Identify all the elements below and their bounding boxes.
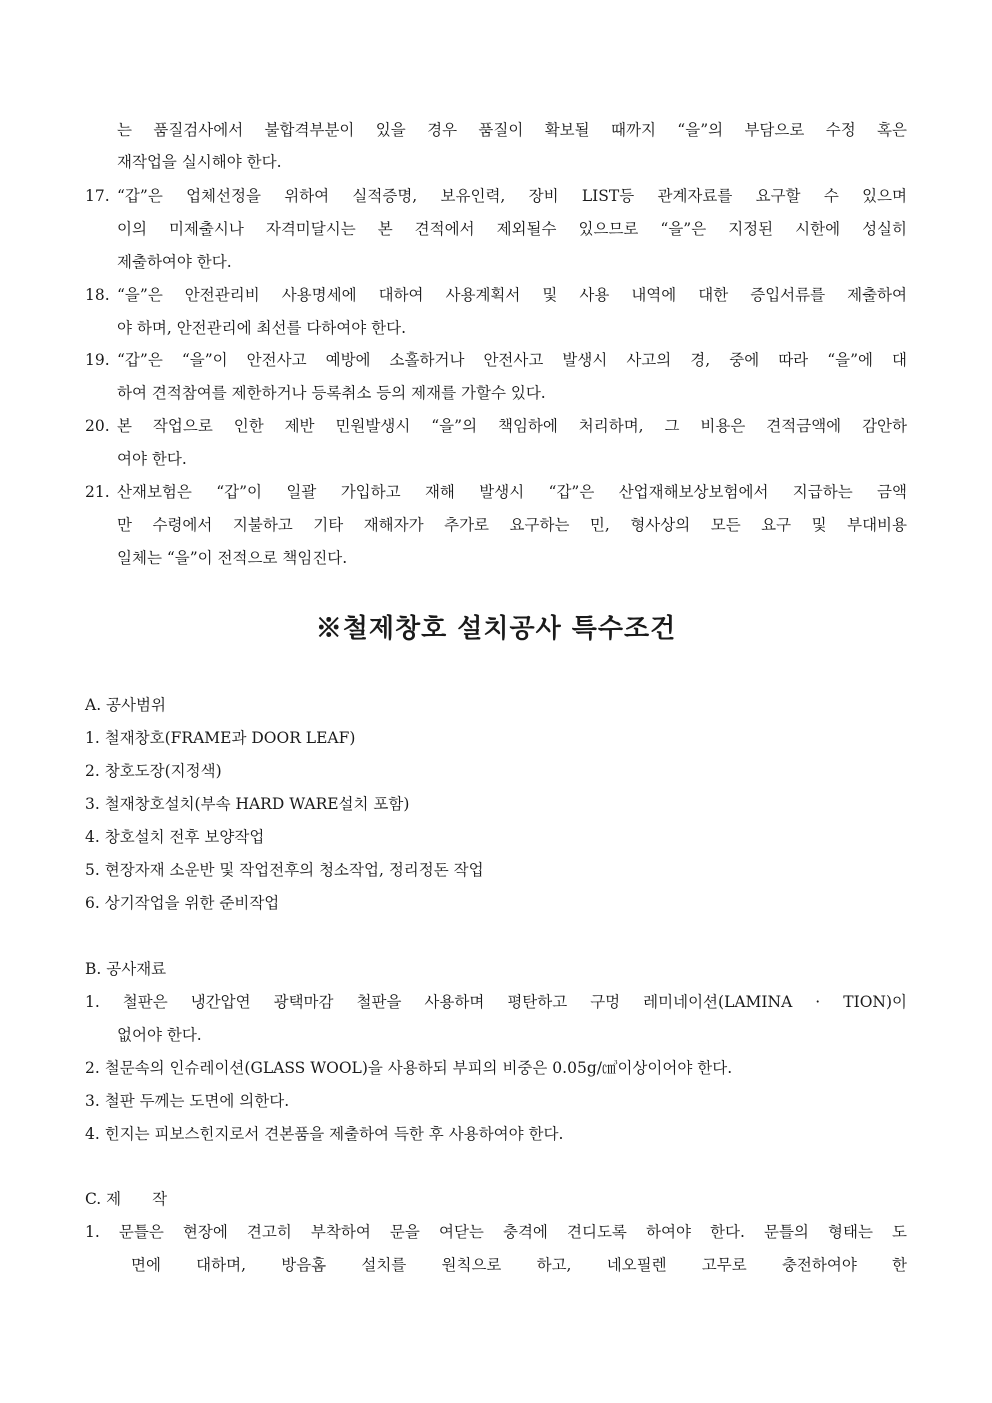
clause-20-line-1: 본 작업으로 인한 제반 민원발생시 “을”의 책임하에 처리하며, 그 비용은 견적금액에 감안하 <box>117 417 907 435</box>
clause-18-line-1: “을”은 안전관리비 사용명세에 대하여 사용계획서 및 사용 내역에 대한 증입서류를 제출하여 <box>117 286 907 304</box>
clause-21-line-3: 일체는 “을”이 전적으로 책임진다. <box>117 549 348 567</box>
section-a-item-3: 3. 철재창호설치(부속 HARD WARE설치 포함) <box>85 795 410 813</box>
clause-19-line-1: “갑”은 “을”이 안전사고 예방에 소홀하거나 안전사고 발생시 사고의 경, 중에 따라 “을”에 대 <box>117 351 907 369</box>
clause-17-number: 17. <box>85 187 110 205</box>
section-a-title: A. 공사범위 <box>85 696 166 714</box>
section-b-item-2: 2. 철문속의 인슈레이션(GLASS WOOL)을 사용하되 부피의 비중은 0.05g/㎤이상이어야 한다. <box>85 1059 733 1077</box>
clause-17-line-2: 이의 미제출시나 자격미달시는 본 견적에서 제외될수 있으므로 “을”은 지정된 시한에 성실히 <box>117 220 907 238</box>
section-a-item-5: 5. 현장자재 소운반 및 작업전후의 청소작업, 정리정돈 작업 <box>85 861 484 879</box>
clause-17-line-1: “갑”은 업체선정을 위하여 실적증명, 보유인력, 장비 LIST등 관계자료를 요구할 수 있으며 <box>117 187 907 205</box>
clause-18-number: 18. <box>85 286 110 304</box>
clause-19-number: 19. <box>85 351 110 369</box>
clause-18-line-2: 야 하며, 안전관리에 최선를 다하여야 한다. <box>117 319 407 337</box>
section-b-title: B. 공사재료 <box>85 960 167 978</box>
section-b-item-1-line-2: 없어야 한다. <box>117 1026 202 1044</box>
clause-20-number: 20. <box>85 417 110 435</box>
clause-20-line-2: 여야 한다. <box>117 450 187 468</box>
clause-19-line-2: 하여 견적참여를 제한하거나 등록취소 등의 제재를 가할수 있다. <box>117 384 546 402</box>
section-c-item-1-line-2: 면에 대하며, 방음홈 설치를 원칙으로 하고, 네오필렌 고무로 충전하여야 한 <box>131 1256 907 1274</box>
section-heading: ※철제창호 설치공사 특수조건 <box>315 614 677 644</box>
section-b-item-1-line-1: 1. 철판은 냉간압연 광택마감 철판을 사용하며 평탄하고 구멍 레미네이션(LAMINA · TION)이 <box>85 993 907 1011</box>
section-b-item-3: 3. 철판 두께는 도면에 의한다. <box>85 1092 290 1110</box>
section-a-item-6: 6. 상기작업을 위한 준비작업 <box>85 894 280 912</box>
clause-17-line-3: 제출하여야 한다. <box>117 253 232 271</box>
intro-line-1: 는 품질검사에서 불합격부분이 있을 경우 품질이 확보될 때까지 “을”의 부담으로 수정 혹은 <box>117 121 907 139</box>
intro-line-2: 재작업을 실시해야 한다. <box>117 153 282 171</box>
section-a-item-4: 4. 창호설치 전후 보양작업 <box>85 828 265 846</box>
section-a-item-2: 2. 창호도장(지정색) <box>85 762 222 780</box>
section-c-title: C. 제 작 <box>85 1190 168 1208</box>
clause-21-number: 21. <box>85 483 110 501</box>
clause-21-line-1: 산재보험은 “갑”이 일괄 가입하고 재해 발생시 “갑”은 산업재해보상보험에서 지급하는 금액 <box>117 483 907 501</box>
section-a-item-1: 1. 철재창호(FRAME과 DOOR LEAF) <box>85 729 356 747</box>
section-c-item-1-line-1: 1. 문틀은 현장에 견고히 부착하여 문을 여닫는 충격에 견디도록 하여야 한다. 문틀의 형태는 도 <box>85 1223 907 1241</box>
section-b-item-4: 4. 힌지는 피보스힌지로서 견본품을 제출하여 득한 후 사용하여야 한다. <box>85 1125 564 1143</box>
clause-21-line-2: 만 수령에서 지불하고 기타 재해자가 추가로 요구하는 민, 형사상의 모든 요구 및 부대비용 <box>117 516 907 534</box>
